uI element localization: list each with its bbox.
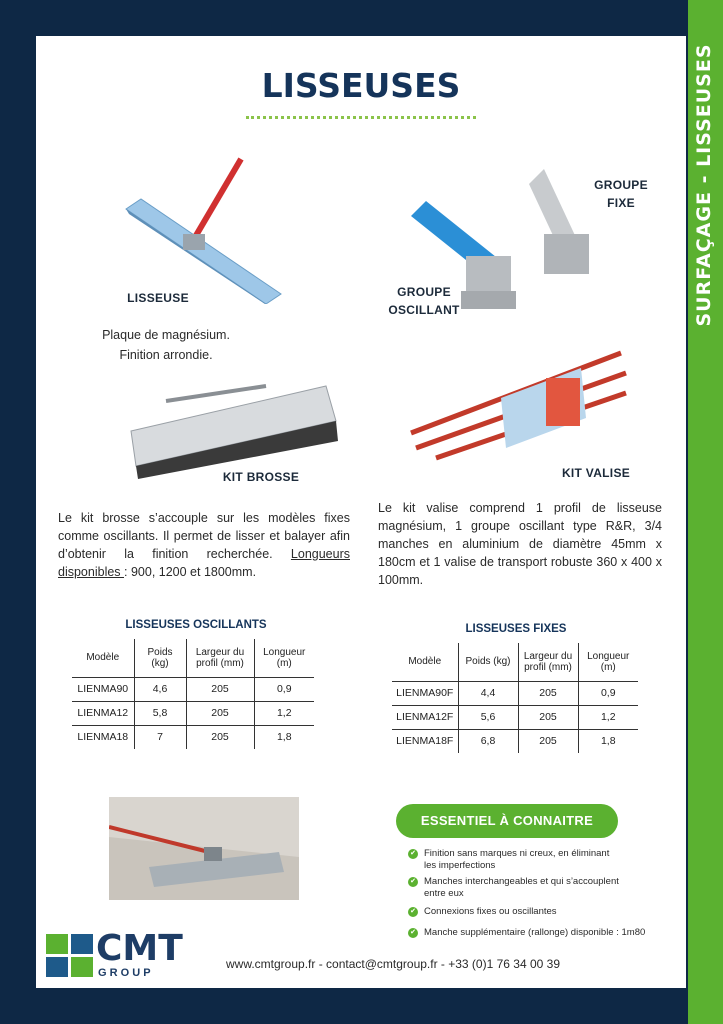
table-oscillants-title: LISSEUSES OSCILLANTS	[125, 619, 267, 631]
table-row	[72, 701, 314, 725]
lisseuse-desc-2: Finition arrondie.	[119, 348, 213, 362]
header-width: Largeur du profil (mm)	[186, 639, 254, 677]
check-icon: ✔	[408, 849, 418, 859]
cell-model: LIENMA18	[77, 731, 129, 744]
check-icon: ✔	[408, 877, 418, 887]
sidebar-title: SURFAÇAGE - LISSEUSES	[693, 43, 715, 327]
table-fixes-title: LISSEUSES FIXES	[465, 623, 567, 635]
table-oscillants	[72, 639, 314, 749]
table-row	[392, 681, 638, 705]
essentials-item	[408, 848, 623, 872]
title-divider	[246, 116, 476, 119]
lisseuse-label: LISSEUSE	[127, 291, 189, 305]
table-row	[72, 677, 314, 701]
essentials-item-text: Manche supplémentaire (rallonge) disponible : 1m80	[424, 927, 646, 938]
header-length: Longueur (m)	[578, 643, 638, 681]
groupe-oscillant-label-2: OSCILLANT	[388, 303, 460, 317]
lisseuse-desc-1: Plaque de magnésium.	[102, 328, 230, 342]
cell-model: LIENMA12	[72, 701, 134, 725]
header-length: Longueur (m)	[254, 639, 314, 677]
kit-brosse-image	[126, 381, 366, 481]
table-header-row	[392, 643, 638, 681]
groupe-oscillant-label	[379, 283, 469, 319]
cell-length: 1,2	[578, 705, 638, 729]
kit-brosse-desc	[58, 509, 350, 581]
cell-weight: 5,8	[134, 701, 186, 725]
essentials-item-text: Manches interchangeables et qui s’accouplent entre eux	[424, 876, 619, 899]
table-header-row	[72, 639, 314, 677]
header-weight: Poids (kg)	[134, 639, 186, 677]
header-model: Modèle	[392, 643, 458, 681]
cmt-logo-mark	[46, 934, 94, 978]
cell-weight: 4,4	[458, 681, 518, 705]
cell-width: 205	[518, 729, 578, 753]
lisseuse-photo	[109, 797, 299, 900]
cell-length: 1,2	[254, 701, 314, 725]
lisseuse-image	[121, 154, 291, 304]
cmt-logo-text: CMT	[96, 928, 183, 969]
cell-weight: 4,6	[134, 677, 186, 701]
page-title: LISSEUSES	[261, 66, 461, 105]
table-row	[392, 729, 638, 753]
cell-width: 205	[186, 701, 254, 725]
cell-weight: 7	[134, 725, 186, 749]
table-fixes	[392, 643, 638, 753]
cell-model: LIENMA90	[72, 677, 134, 701]
cell-model: LIENMA12F	[392, 705, 458, 729]
cmt-logo-sub: G R O U P	[98, 967, 151, 979]
essentials-item	[408, 906, 648, 918]
table-row	[72, 725, 314, 749]
page	[36, 36, 686, 988]
kit-valise-label: KIT VALISE	[561, 466, 631, 480]
header-weight: Poids (kg)	[458, 643, 518, 681]
header-width: Largeur du profil (mm)	[518, 643, 578, 681]
essentials-item-text: Finition sans marques ni creux, en éliminant les imperfections	[424, 848, 610, 871]
cell-model: LIENMA90F	[392, 681, 458, 705]
kit-brosse-label: KIT BROSSE	[222, 470, 300, 484]
essentials-item-text: Connexions fixes ou oscillantes	[424, 906, 557, 917]
essentials-item	[408, 927, 668, 939]
footer-contact: www.cmtgroup.fr - contact@cmtgroup.fr - +33 (0)1 76 34 00 39	[226, 957, 560, 971]
kit-brosse-desc-text: Le kit brosse s’accouple sur les modèles fixes comme oscillants. Il permet de lisser et balayer afin d’obtenir la finition recherchée.	[58, 511, 350, 561]
groupe-fixe-label-2: FIXE	[607, 196, 635, 210]
cell-length: 0,9	[254, 677, 314, 701]
header-model: Modèle	[72, 639, 134, 677]
cell-width: 205	[518, 681, 578, 705]
essentials-title: ESSENTIEL À CONNAITRE	[396, 804, 618, 838]
cell-length: 0,9	[578, 681, 638, 705]
cell-weight: 6,8	[458, 729, 518, 753]
check-icon: ✔	[408, 907, 418, 917]
essentials-item	[408, 876, 623, 900]
groupe-oscillant-label-1: GROUPE	[397, 285, 451, 299]
groupe-fixe-label	[576, 176, 666, 212]
cell-model: LIENMA18F	[396, 735, 454, 748]
cell-width: 205	[186, 677, 254, 701]
table-row	[392, 705, 638, 729]
cell-length: 1,8	[254, 725, 314, 749]
groupe-fixe-label-1: GROUPE	[594, 178, 648, 192]
cell-length: 1,8	[578, 729, 638, 753]
cell-width: 205	[518, 705, 578, 729]
cell-width: 205	[186, 725, 254, 749]
kit-valise-image	[406, 348, 631, 468]
kit-valise-desc: Le kit valise comprend 1 profil de lisseuse magnésium, 1 groupe oscillant type R&R, 3/4 manches en aluminium de diamètre 45mm x 180cm et 1 valise de transport robuste 360 x 400 x 100mm.	[378, 501, 662, 587]
check-icon: ✔	[408, 928, 418, 938]
kit-brosse-lengths-value: : 900, 1200 et 1800mm.	[124, 565, 257, 579]
cell-weight: 5,6	[458, 705, 518, 729]
kit-brosse-lengths-label: Longueurs disponibles	[58, 547, 350, 579]
